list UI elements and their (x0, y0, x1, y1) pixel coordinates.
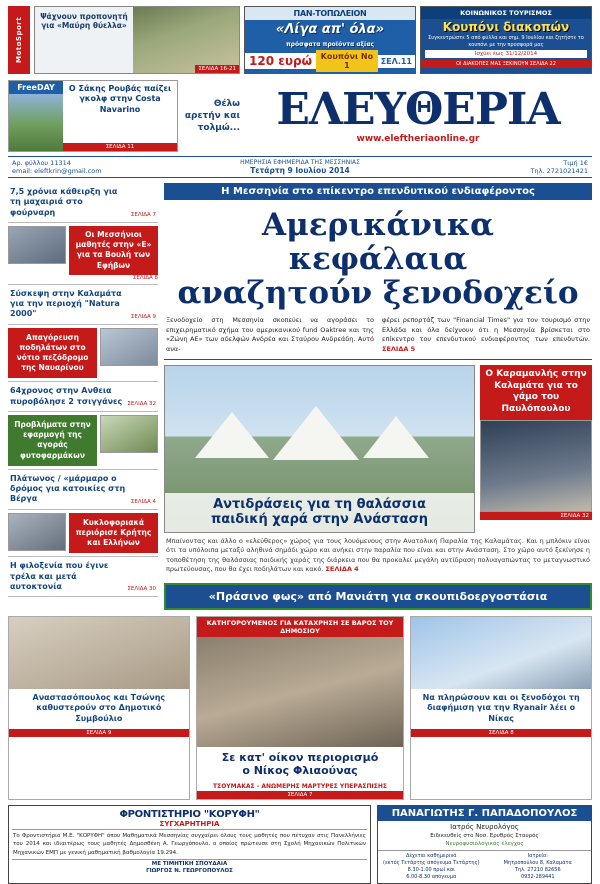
teaser-text: Οι Μεσσήνιοι μαθητές στην «Ε» για τα Βουλή των Εφήβων (69, 226, 158, 275)
ad-pantopoleion-page: ΣΕΛ.11 (378, 55, 415, 68)
bottom-right-text: Να πληρώσουν και οι ξενοδόχοι τη διαφήμιση για την Ryanair λέει ο Νίκας (422, 692, 580, 724)
website-url[interactable]: www.eleftheriaonline.gr (356, 134, 480, 144)
side-story-headline: Ο Καραμανλής στην Καλαμάτα για το γάμο του Παυλόπουλου (480, 365, 592, 420)
teaser-page: ΣΕΛΙΔΑ 30 (127, 586, 156, 593)
left-teaser-column (8, 183, 158, 610)
teaser-item[interactable] (8, 285, 158, 325)
content-grid (8, 183, 592, 610)
bottom-middle-caption-l1: Σε κατ' οίκον περιορισμό (221, 750, 379, 764)
teaser-text: 64χρονος στην Ανθεια πυροβόλησε 2 τσιγγάνες (10, 386, 123, 406)
ad-doctor-hours-a: (εκτός Τετάρτης απόγευμα Τετάρτης) (383, 860, 480, 867)
story-kicker: Η Μεσσηνία στο επίκεντρο επενδυτικού ενδιαφέροντος (164, 183, 592, 200)
main-photo-beach-playground (164, 365, 475, 533)
bottom-story-right[interactable] (410, 616, 592, 801)
motosport-vertical-label: MotoSport (8, 6, 30, 74)
teaser-thumbnail (100, 415, 158, 453)
bottom-ads-row (8, 805, 592, 884)
golf-photo (9, 94, 63, 151)
ad-doctor-address-c: Τηλ. 27210 82656 (514, 867, 561, 874)
bottom-middle-foot: ΤΣΟΥΜΑΚΑΣ - ΑΝΩΜΕΡΗΣ ΜΑΡΤΥΡΕΣ ΥΠΕΡΑΣΠΙΣΗΣ (213, 783, 387, 791)
teaser-item[interactable] (8, 470, 158, 510)
teaser-item[interactable] (8, 223, 158, 285)
side-story-photo (480, 420, 592, 512)
ad-doctor-hours (378, 851, 485, 883)
teaser-thumbnail (100, 328, 158, 366)
ad-frontistirio-foot2: ΓΙΩΡΓΟΣ Ν. ΓΕΩΡΓΟΠΟΥΛΟΣ (146, 867, 233, 874)
ad-doctor-hours-b: 8.30-1.00 πρωί και (407, 867, 455, 874)
ad-social-tourism-date: Ισχύει έως 31/12/2014 (425, 50, 587, 58)
lead-column-2 (382, 316, 590, 354)
ad-pantopoleion-line2: «Λίγα απ' όλα» (275, 22, 385, 37)
undercaption-page: ΣΕΛΙΔΑ 4 (325, 565, 359, 574)
bottom-left-photo (9, 617, 189, 689)
ad-pantopoleion-price: 120 ευρώ (245, 53, 316, 69)
bottom-stories-row (8, 616, 592, 801)
ad-frontistirio-korifi[interactable] (8, 805, 371, 884)
masthead-logo-block (244, 84, 592, 144)
bottom-middle-banner: ΚΑΤΗΓΟΡΟΥΜΕΝΟΣ ΓΙΑ ΚΑΤΑΧΡΗΣΗ ΣΕ ΒΑΡΟΣ ΤΟΥ ΔΗΜΟΣΙΟΥ (197, 617, 404, 637)
teaser-text: Πλάτωνος / «μάρμαρο ο δρόμος για κατοικίες στη Βέργα (10, 473, 126, 504)
ad-pantopoleion-line3: πρόσφατα προϊόντα αξίας (285, 41, 375, 48)
headline-line-2: αναζητούν ξενοδοχείο (177, 275, 579, 312)
ad-frontistirio-subtitle: ΣΥΓΧΑΡΗΤΗΡΙΑ (12, 820, 367, 830)
teaser-thumbnail (8, 226, 66, 264)
bottom-middle-caption (197, 747, 404, 783)
side-story-page: ΣΕΛΙΔΑ 32 (480, 512, 592, 520)
teaser-page: ΣΕΛΙΔΑ 7 (130, 212, 156, 219)
lead-paragraph (164, 316, 592, 360)
ad-freeday-golf[interactable] (8, 80, 178, 152)
paper-descriptor: ΗΜΕΡΗΣΙΑ ΕΦΗΜΕΡΙΔΑ ΤΗΣ ΜΕΣΣΗΝΙΑΣ (240, 159, 360, 166)
bottom-right-page: ΣΕΛΙΔΑ 8 (411, 729, 591, 737)
teaser-page: ΣΕΛΙΔΑ 8 (132, 274, 158, 281)
top-ad-strip (8, 6, 592, 74)
teaser-text: Η φιλοξενία που έγινε τρέλα και μετά αυτοκτονία (10, 561, 109, 591)
ad-doctor-address (485, 851, 592, 883)
price-label: Τιμή 1€ (563, 159, 588, 167)
ad-doctor-address-d: 0932-289441 (520, 874, 555, 881)
photo-caption-line-2: παιδική χαρά στην Ανάσταση (210, 512, 428, 528)
ad-pantopoleion-coupon-label: Κουπόνι Νο 1 (316, 50, 378, 72)
bottom-middle-caption-l2: ο Νίκος Φλιαούνας (242, 764, 358, 778)
teaser-item[interactable] (8, 382, 158, 412)
ad-doctor-address-a: Ιατρείο: (527, 853, 548, 860)
main-story-column (164, 183, 592, 610)
ad-pantopoleion-coupon[interactable] (244, 6, 416, 74)
headline-line-1: Αμερικάνικα κεφάλαια (262, 207, 494, 278)
masthead-info-bar (8, 156, 592, 178)
ad-pantopoleion-line1: ΠΑΝ-ΤΟΠΩΛΕΙΟΝ (245, 7, 415, 20)
lead-column-2-text: φέρει ρεπορτάζ των "Financial Times" για τον τουρισμό στην Ελλάδα και όλα δείχνουν ότι η Μεσσηνία βρίσκεται στο επίκεντρο του επενδυτικού ενδιαφέροντος των επενδυτών. (382, 316, 590, 344)
ad-frontistirio-body: Το Φροντιστήριο Μ.Ε. "ΚΟΡΥΦΗ" όπου Μαθηματικά Μεσσηνίας συγχαίρει όλους τους μαθητές που πέτυχαν στις Πανελλήνιες του 2014 και ιδιαιτέρως τους μαθητές Δημοσθένη Α. Γεωργόπουλο, ο οποίος πρώτευσε στη Σχολή Μηχανικών Πολιτικών Μηχανικών ΕΜΠ με γενική μαθηματική βαθμολογία 19.294. (13, 833, 366, 856)
undercaption-text: Μπαίνοντας και άλλο ο «ελεύθερος» χώρος για τους λουόμενους στην Ανατολική Παραλία της Καλαμάτας. Και η μπλόκιν είναι ότι τα υπόλοιπα μεταξύ αληθινά σημάδι χώρο και ανήκει στην παραλία που είναι και στην Ανάσταση. Στο χώρο αυτό ξεκίνησε η τοποθέτηση της θαλάσσιας παιδικής χαράς της διάρκεια που θα προκαλεί μεγάλη αντίδραση πολυαγαπώντας το μεταγνωστικό πρωτεύουσας, που θα έχει ποδηλάτων και κακό. (166, 536, 590, 574)
bottom-story-left[interactable] (8, 616, 190, 801)
teaser-item[interactable] (8, 325, 158, 383)
main-photo-row (164, 365, 592, 533)
ad-doctor-papadopoulos[interactable] (377, 805, 592, 884)
green-banner-text: «Πράσινο φως» από Μανιάτη για σκουπιδοεργοστάσια (208, 589, 548, 603)
ad-doctor-spec3: Νευροφυσιολογικός έλεγχος (445, 840, 524, 847)
ad-doctor-hours-c: 6.00-8.30 απόγευμα (406, 874, 457, 881)
ad-coach-page-tag: ΣΕΛΙΔΑ 16-21 (195, 65, 239, 73)
side-story-karamanlis[interactable] (480, 365, 592, 533)
bottom-right-photo-airplane (411, 617, 591, 689)
teaser-page: ΣΕΛΙΔΑ 4 (130, 498, 156, 505)
phone-number: Τηλ. 2721021421 (530, 167, 588, 175)
ad-doctor-specialty (378, 821, 591, 850)
ad-social-tourism-foot: ΟΙ ΔΙΑΚΟΠΕΣ ΜΑΣ ΞΕΚΙΝΟΥΝ ΣΕΛΙΔΑ 22 (421, 60, 591, 68)
bottom-middle-page: ΣΕΛΙΔΑ 7 (197, 791, 404, 799)
ad-doctor-name: ΠΑΝΑΓΙΩΤΗΣ Γ. ΠΑΠΑΔΟΠΟΥΛΟΣ (378, 806, 591, 821)
lead-page-ref: ΣΕΛΙΔΑ 5 (382, 344, 416, 353)
teaser-page: ΣΕΛΙΔΑ 32 (127, 401, 156, 408)
ad-frontistirio-title: ΦΡΟΝΤΙΣΤΗΡΙΟ "ΚΟΡΥΦΗ" (119, 809, 260, 821)
ad-frontistirio-foot1: ΜΕ ΤΙΜΗΤΙΚΗ ΣΠΟΥΔΑΙΑ (12, 859, 367, 867)
lead-column-1: Ξενοδοχείο στη Μεσσηνία σκοπεύει να αγοράσει το επιχειρηματικό σχήμα του αμερικανικού fund Oaktree και της «Ζώνη ΑΕ» των αδελφών Ανδρέα και Σταύρου Ανδρεάδη. Αυτό ανα- (166, 316, 374, 353)
teaser-item[interactable] (8, 510, 158, 557)
publication-date: Τετάρτη 9 Ιουλίου 2014 (250, 166, 350, 175)
bottom-left-text: Αναστασόπουλος και Τσώνης καθυστερούν στο Δημοτικό Συμβούλιο (32, 692, 166, 724)
teaser-item[interactable] (8, 557, 158, 597)
bottom-story-middle[interactable] (196, 616, 405, 801)
ad-coach-search[interactable] (34, 6, 240, 74)
photo-undercaption (164, 533, 592, 579)
ad-doctor-spec1: Ιατρός Νευρολόγος (450, 823, 519, 832)
contact-email[interactable]: email: eleftkrin@gmail.com (12, 167, 102, 175)
masthead-slogan: Θέλω αρετήν και τολμώ... (184, 98, 240, 134)
ad-coach-photo (133, 7, 239, 73)
ad-doctor-spec2: Ειδικευθείς στο Νοσ. Ερυθρός Σταυρός (430, 832, 539, 839)
teaser-item[interactable] (8, 183, 158, 223)
main-photo-caption (165, 493, 474, 532)
teaser-page: ΣΕΛΙΔΑ 9 (130, 313, 156, 320)
photo-caption-line-1: Αντιδράσεις για τη θαλάσσια (213, 496, 426, 512)
newspaper-title: ΕΛΕΥΘΕΡΙΑ (276, 84, 560, 135)
teaser-text: Σύσκεψη στην Καλαμάτα για την περιοχή "Natura 2000" (10, 288, 122, 319)
teaser-thumbnail (8, 513, 66, 551)
bottom-left-page: ΣΕΛΙΔΑ 9 (9, 729, 189, 737)
ad-coach-text: Ψάχνουν προπονητή για «Μαύρη θύελλα» (40, 12, 128, 31)
ad-social-tourism-header: ΚΟΙΝΩΝΙΚΟΣ ΤΟΥΡΙΣΜΟΣ (421, 7, 591, 19)
bottom-middle-photo (197, 637, 404, 747)
ad-social-tourism-title: Κουπόνι διακοπών (442, 20, 570, 34)
main-headline (164, 200, 592, 316)
masthead (8, 79, 592, 153)
ad-freeday-text: Ο Σάκης Ρουβάς παίζει γκολφ στην Costa Navarino (68, 84, 172, 114)
teaser-text: Προβλήματα στην εφαρμογή της αγοράς φυτοφαρμάκων (8, 415, 97, 466)
teaser-text: 7,5 χρόνια κάθειρξη για τη μαχαιριά στο φούρναρη (10, 187, 118, 217)
ad-social-tourism-sub: Συγκεντρώστε 5 από φύλλα και σημ. 9 Ιουλίου και ζητήστε το κουπόνι με την προσφορά μας (428, 35, 584, 48)
teaser-text: Απαγόρευση ποδηλάτων στο νότιο πεζόδρομο της Ναυαρίνου (8, 328, 97, 379)
ad-freeday-page: ΣΕΛΙΔΑ 11 (63, 143, 177, 151)
teaser-item[interactable] (8, 412, 158, 470)
ad-doctor-address-b: Μητροπούλου 8, Καλαμάτα (503, 860, 572, 867)
ad-doctor-hours-title: Δέχεται καθημερινά (405, 853, 457, 860)
issue-number: Αρ. φύλλου 11314 (12, 159, 71, 167)
green-light-banner[interactable] (164, 583, 592, 610)
teaser-text: Κυκλοφοριακά περιόρισε Κρήτης και Ελλήνων (69, 513, 158, 553)
freeday-logo: FreeDAY (9, 81, 63, 94)
ad-social-tourism[interactable] (420, 6, 592, 74)
